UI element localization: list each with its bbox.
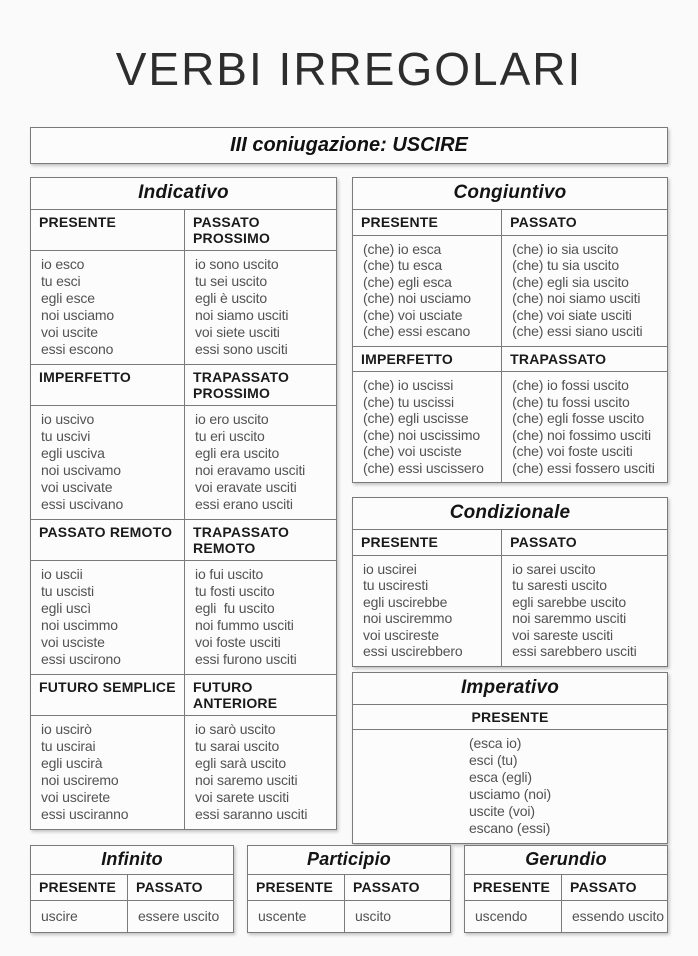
- form-line: voi uscivate: [41, 479, 113, 495]
- form-line: (che) egli esca: [363, 273, 452, 290]
- form-value: uscente: [248, 901, 345, 932]
- forms-cell: [31, 561, 185, 674]
- form-line: essi sarebbero usciti: [512, 643, 637, 659]
- form-line: egli è uscito: [195, 290, 267, 306]
- form-line: essi sono usciti: [195, 341, 288, 357]
- tense-header: PRESENTE: [353, 530, 502, 556]
- tense-header: FUTURO ANTERIORE: [185, 675, 336, 716]
- form-line: (che) egli uscisse: [363, 410, 469, 426]
- tense-header: PRESENTE: [31, 210, 185, 251]
- form-value: uscendo: [465, 901, 562, 932]
- form-line: (che) voi usciate: [363, 306, 463, 323]
- form-line: (che) noi uscissimo: [363, 426, 480, 443]
- section-title-condizionale: Condizionale: [353, 498, 667, 530]
- tense-header: PRESENTE: [248, 875, 345, 901]
- form-line: essi uscirebbero: [363, 643, 463, 659]
- form-line: voi sareste usciti: [512, 626, 613, 643]
- form-line: noi siamo usciti: [195, 307, 289, 323]
- forms-cell: [353, 730, 667, 843]
- form-line: tu eri uscito: [195, 428, 265, 444]
- form-line: voi sarete usciti: [195, 789, 289, 805]
- form-line: uscite (voi): [468, 803, 535, 819]
- form-line: egli era uscito: [195, 445, 280, 461]
- section-title-indicativo: Indicativo: [31, 178, 336, 210]
- form-line: io sarò uscito: [195, 721, 276, 737]
- table-congiuntivo: [352, 177, 668, 483]
- forms-cell: [502, 372, 667, 482]
- conjugation-banner-text: III coniugazione: USCIRE: [230, 134, 468, 156]
- form-line: noi uscivamo: [41, 462, 121, 478]
- forms-cell: [353, 556, 502, 666]
- form-line: essi saranno usciti: [195, 806, 308, 822]
- form-line: io uscii: [41, 566, 83, 582]
- section-title-imperativo: Imperativo: [353, 673, 667, 705]
- tense-pair-futuro-semplice-futuro-anteriore: [31, 674, 336, 829]
- form-line: essi escono: [41, 341, 114, 357]
- forms-cell: [185, 251, 336, 364]
- form-line: io esco: [41, 256, 85, 272]
- form-line: tu saresti uscito: [512, 577, 607, 593]
- form-line: (che) tu esca: [363, 257, 442, 273]
- tense-pair-cong-presente-passato: [353, 210, 667, 346]
- conjugation-banner: [30, 127, 668, 164]
- form-line: essi erano usciti: [195, 496, 293, 512]
- form-line: tu usciresti: [363, 577, 429, 593]
- section-title-gerundio: Gerundio: [465, 846, 667, 875]
- form-line: tu sei uscito: [195, 273, 267, 289]
- form-line: (che) io esca: [363, 240, 442, 257]
- form-value: uscito: [354, 907, 391, 924]
- form-line: (che) voi siate usciti: [512, 306, 632, 323]
- form-line: esci (tu): [468, 752, 518, 768]
- tense-pair-passato-remoto-trapassato-remoto: [31, 519, 336, 674]
- form-line: voi foste usciti: [195, 634, 281, 650]
- forms-cell: [31, 716, 185, 829]
- form-line: egli sarebbe uscito: [512, 593, 627, 610]
- forms-cell: [353, 372, 502, 482]
- tense-header: TRAPASSATO REMOTO: [185, 520, 336, 561]
- form-line: egli uscirà: [41, 755, 103, 771]
- form-line: (che) voi usciste: [363, 443, 462, 459]
- forms-cell: [353, 236, 502, 346]
- tense-pair-cond-presente-passato: [353, 530, 667, 666]
- form-line: io fui uscito: [195, 566, 264, 582]
- form-line: (che) essi fossero usciti: [512, 459, 655, 476]
- form-line: esca (egli): [468, 769, 532, 785]
- right-column: [352, 177, 668, 844]
- form-line: (che) io sia uscito: [512, 240, 619, 257]
- form-line: (che) essi escano: [363, 323, 471, 339]
- form-line: (che) noi siamo usciti: [512, 290, 641, 306]
- form-line: io sono uscito: [195, 256, 279, 272]
- table-infinito: [30, 845, 234, 933]
- forms-cell: [502, 236, 667, 346]
- tense-header: PASSATO: [562, 875, 667, 901]
- tense-header: TRAPASSATO PROSSIMO: [185, 365, 336, 406]
- form-line: io uscirò: [41, 721, 92, 737]
- form-line: essi usciranno: [41, 806, 129, 822]
- section-title-congiuntivo: Congiuntivo: [353, 178, 667, 210]
- form-line: io sarei uscito: [512, 560, 596, 577]
- tense-header: PRESENTE: [465, 875, 562, 901]
- form-line: tu uscirai: [41, 738, 96, 754]
- tense-pair-presente-passato-prossimo: [31, 210, 336, 364]
- form-line: egli esce: [41, 290, 95, 306]
- form-line: essi uscirono: [41, 651, 121, 667]
- forms-cell: [185, 561, 336, 674]
- form-line: noi fummo usciti: [195, 617, 294, 633]
- form-line: voi uscirete: [41, 789, 111, 805]
- form-line: tu uscisti: [41, 583, 94, 599]
- forms-cell: [502, 556, 667, 666]
- form-line: noi eravamo usciti: [195, 462, 306, 478]
- form-line: (che) io uscissi: [363, 377, 454, 393]
- form-line: tu uscivi: [41, 428, 91, 444]
- form-line: noi usciremo: [41, 772, 119, 788]
- form-line: (che) tu sia uscito: [512, 257, 620, 273]
- forms-cell: [31, 406, 185, 519]
- form-line: (che) essi uscissero: [363, 459, 484, 476]
- form-line: tu esci: [41, 273, 81, 289]
- form-line: noi usciamo: [41, 307, 115, 323]
- form-line: (che) voi foste usciti: [512, 443, 633, 459]
- imperativo-forms: [469, 735, 551, 837]
- tense-header: PASSATO: [502, 530, 667, 556]
- form-line: egli sarà uscito: [195, 755, 286, 771]
- table-gerundio: [464, 845, 668, 933]
- tense-header: PRESENTE: [353, 705, 667, 731]
- form-line: essi uscivano: [41, 496, 124, 512]
- form-line: voi uscireste: [363, 626, 439, 643]
- table-imperativo: [352, 672, 668, 845]
- tense-header: TRAPASSATO: [502, 347, 667, 373]
- table-condizionale: [352, 497, 668, 667]
- tense-header: PASSATO: [345, 875, 450, 901]
- form-value: essere uscito: [137, 907, 220, 924]
- tense-header: IMPERFETTO: [353, 347, 502, 373]
- form-line: escano (essi): [468, 820, 551, 836]
- form-line: noi usciremmo: [363, 610, 453, 626]
- tense-pair-cong-imperfetto-trapassato: [353, 346, 667, 483]
- form-line: (che) tu fossi uscito: [512, 393, 630, 410]
- forms-cell: [185, 716, 336, 829]
- form-line: tu fosti uscito: [195, 583, 275, 599]
- form-value: essendo uscito: [571, 907, 664, 924]
- form-line: noi saremmo usciti: [512, 610, 627, 626]
- tense-header: PRESENTE: [31, 875, 128, 901]
- tense-header: FUTURO SEMPLICE: [31, 675, 185, 716]
- form-line: (che) io fossi uscito: [512, 377, 629, 393]
- form-line: egli uscì: [41, 600, 92, 616]
- tense-header: PRESENTE: [353, 210, 502, 236]
- page-title: VERBI IRREGOLARI: [115, 43, 583, 95]
- form-line: egli usciva: [41, 445, 105, 461]
- tense-pair-imperfetto-trapassato-prossimo: [31, 364, 336, 519]
- form-line: voi eravate usciti: [195, 479, 297, 495]
- form-line: (che) noi fossimo usciti: [512, 426, 651, 443]
- section-title-participio: Participio: [248, 846, 450, 875]
- form-line: io uscivo: [41, 411, 95, 427]
- table-indicativo: [30, 177, 337, 830]
- nominal-forms-row: [30, 845, 668, 933]
- form-line: (che) egli sia uscito: [512, 273, 629, 290]
- form-line: tu sarai uscito: [195, 738, 280, 754]
- form-line: noi saremo usciti: [195, 772, 298, 788]
- form-line: (esca io): [468, 735, 522, 751]
- form-line: noi uscimmo: [41, 617, 118, 633]
- form-line: voi usciste: [41, 634, 105, 650]
- tense-pair-participio: [248, 875, 450, 932]
- form-line: io ero uscito: [195, 411, 269, 427]
- form-line: (che) essi siano usciti: [512, 323, 643, 339]
- form-line: (che) egli fosse uscito: [512, 410, 645, 426]
- form-line: io uscirei: [363, 560, 417, 577]
- form-line: egli uscirebbe: [363, 593, 448, 610]
- tense-header: PASSATO PROSSIMO: [185, 210, 336, 251]
- form-line: voi uscite: [41, 324, 98, 340]
- forms-cell: [31, 251, 185, 364]
- forms-cell: [185, 406, 336, 519]
- tense-header: PASSATO: [502, 210, 667, 236]
- tense-pair-infinito: [31, 875, 233, 932]
- form-line: essi furono usciti: [195, 651, 297, 667]
- tense-header: PASSATO: [128, 875, 233, 901]
- form-line: usciamo (noi): [468, 786, 552, 802]
- form-line: egli fu uscito: [195, 600, 275, 616]
- section-title-infinito: Infinito: [31, 846, 233, 875]
- tense-header: PASSATO REMOTO: [31, 520, 185, 561]
- table-participio: [247, 845, 451, 933]
- form-line: voi siete usciti: [195, 324, 280, 340]
- tense-pair-gerundio: [465, 875, 667, 932]
- form-line: (che) noi usciamo: [363, 290, 471, 306]
- form-line: (che) tu uscissi: [363, 393, 454, 410]
- form-value: uscire: [31, 901, 128, 932]
- tense-header: IMPERFETTO: [31, 365, 185, 406]
